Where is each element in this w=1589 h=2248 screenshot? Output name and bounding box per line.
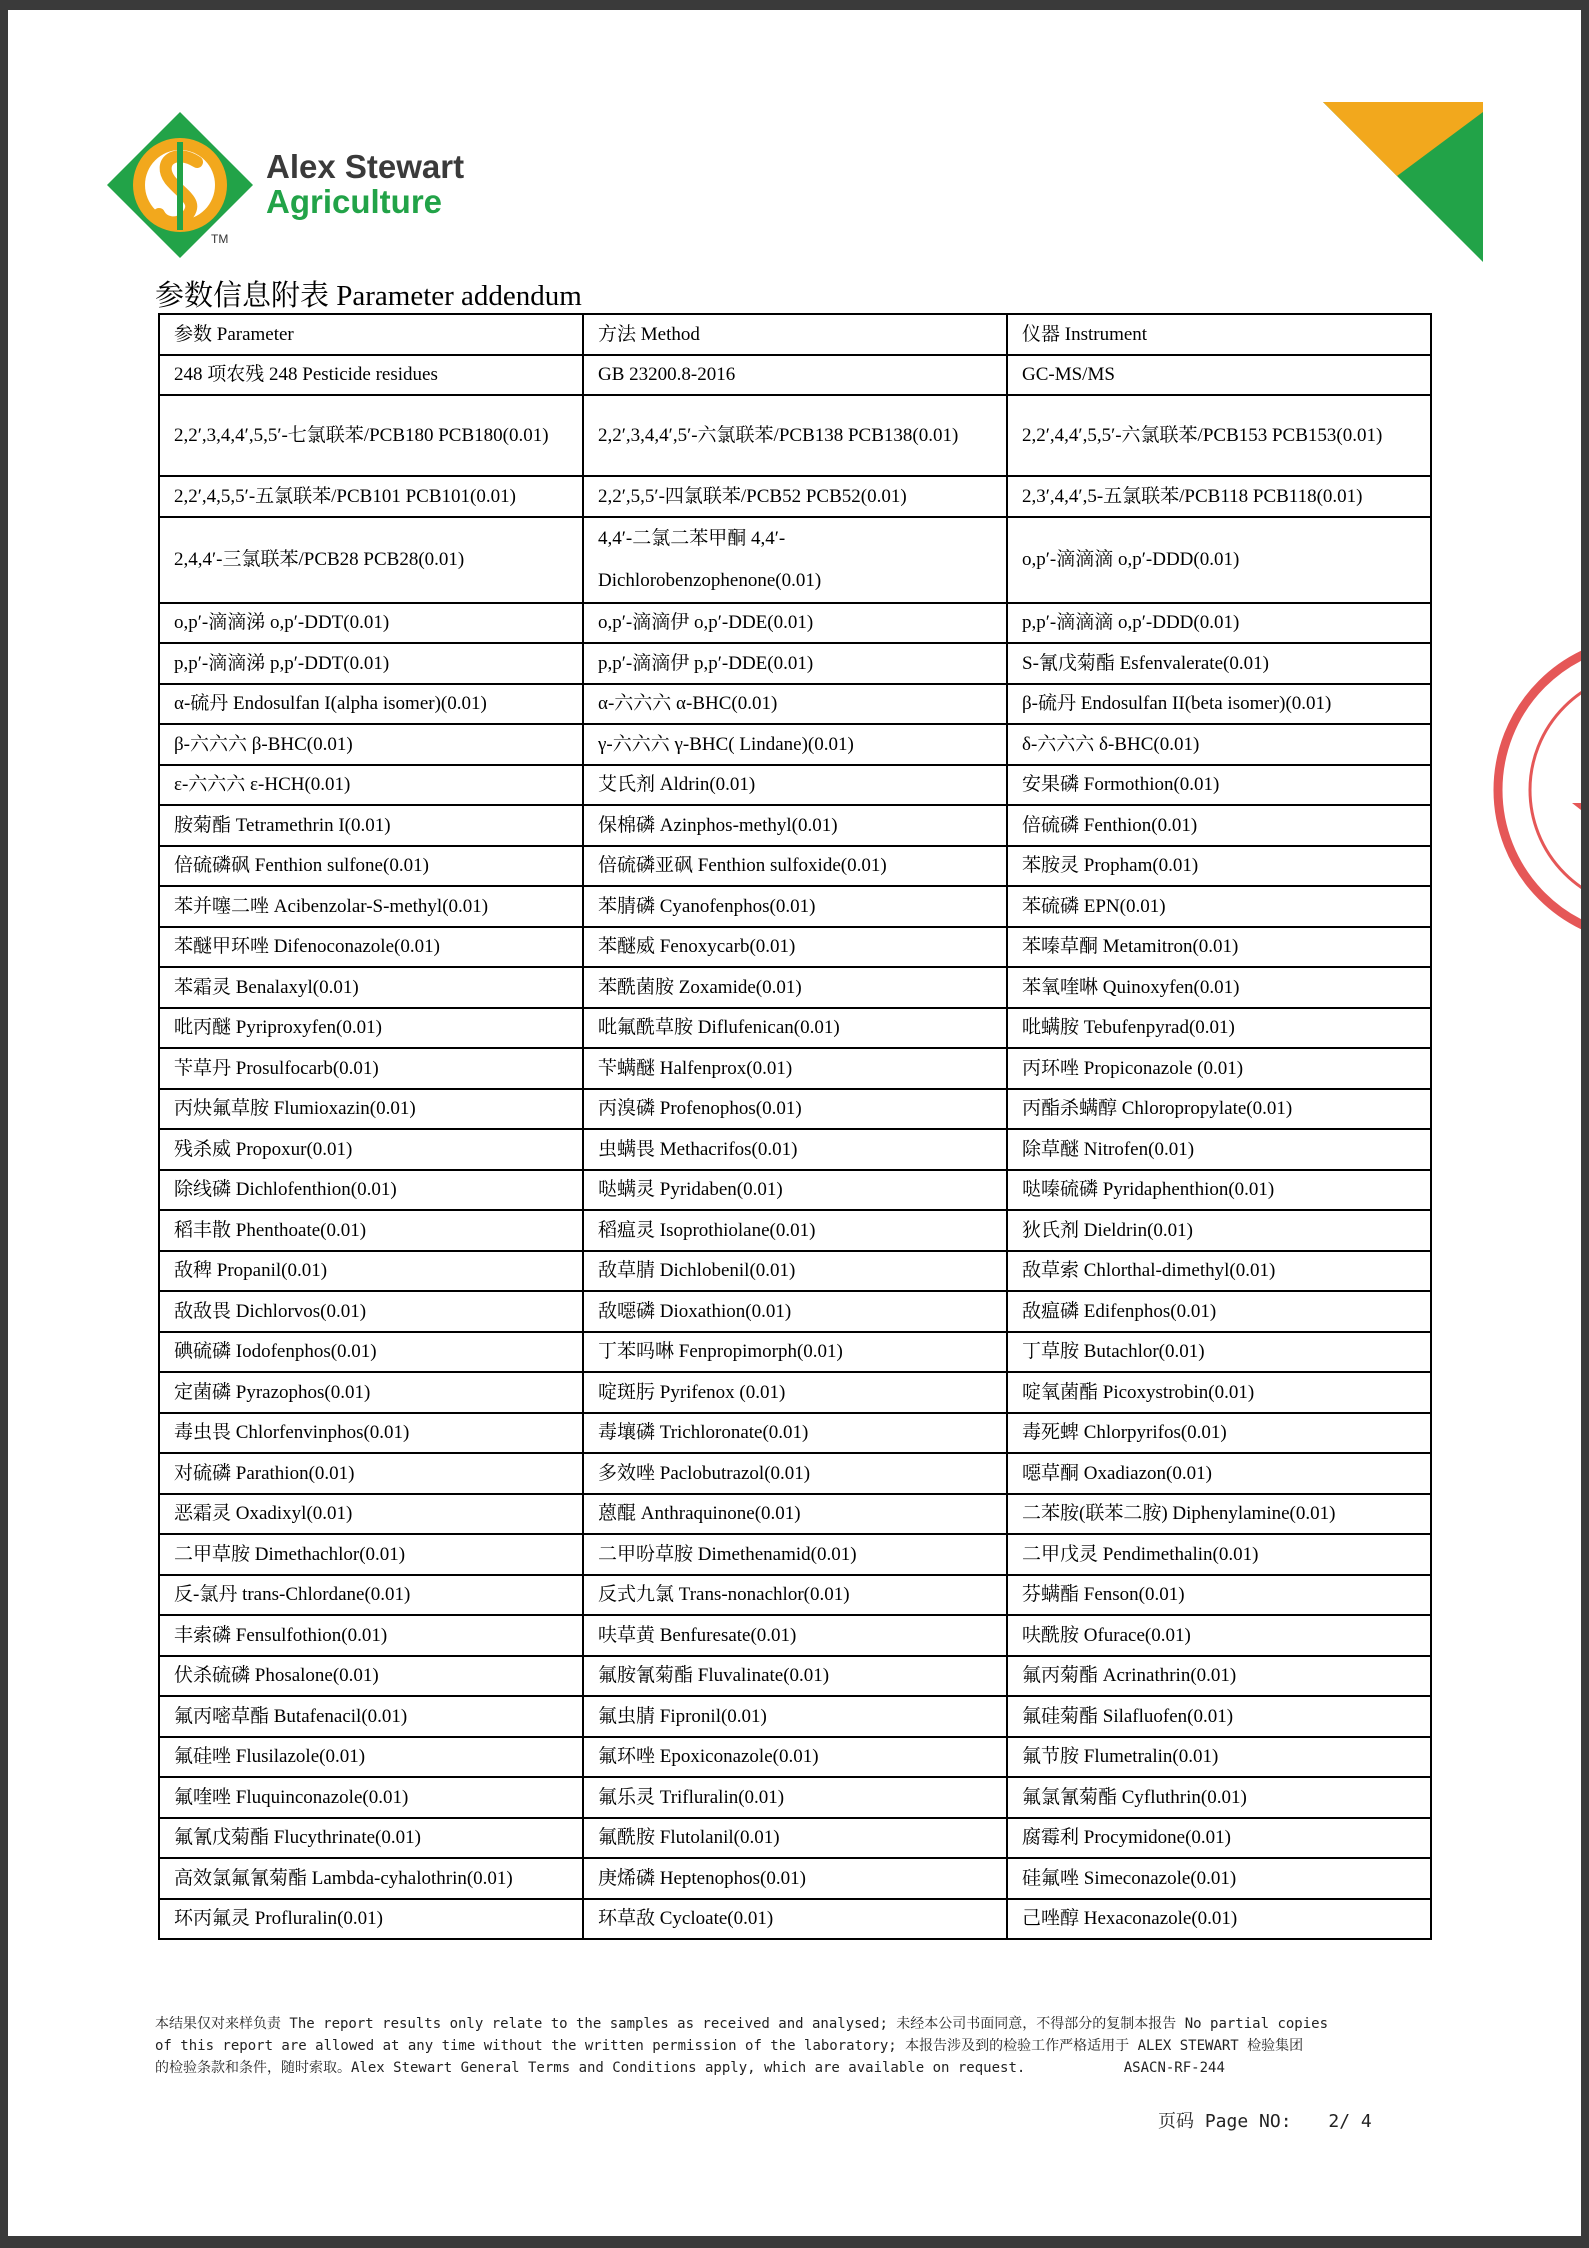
table-row bbox=[159, 1737, 1431, 1778]
alex-stewart-logo-icon bbox=[105, 110, 255, 260]
table-cell: 敌稗 Propanil(0.01) bbox=[159, 1251, 583, 1292]
brand-line-2: Agriculture bbox=[266, 182, 443, 220]
table-cell: 毒壤磷 Trichloronate(0.01) bbox=[583, 1413, 1007, 1454]
header-method: 方法 Method bbox=[583, 314, 1007, 355]
table-cell: 氟氰戊菊酯 Flucythrinate(0.01) bbox=[159, 1818, 583, 1859]
table-row bbox=[159, 1332, 1431, 1373]
table-cell: p,p′-滴滴涕 p,p′-DDT(0.01) bbox=[159, 643, 583, 684]
table-cell: 苯并噻二唑 Acibenzolar-S-methyl(0.01) bbox=[159, 886, 583, 927]
table-cell: 稻瘟灵 Isoprothiolane(0.01) bbox=[583, 1210, 1007, 1251]
table-row bbox=[159, 1575, 1431, 1616]
table-row bbox=[159, 1615, 1431, 1656]
table-cell: 2,3′,4,4′,5-五氯联苯/PCB118 PCB118(0.01) bbox=[1007, 476, 1431, 517]
table-cell: 碘硫磷 Iodofenphos(0.01) bbox=[159, 1332, 583, 1373]
footer-line-2: of this report are allowed at any time without the written permission of the laboratory; 本报告涉及到的检验工作严格适用于 ALEX STEWART 检验集团 bbox=[155, 2038, 1304, 2054]
table-cell: 2,2′,5,5′-四氯联苯/PCB52 PCB52(0.01) bbox=[583, 476, 1007, 517]
table-cell: 吡氟酰草胺 Diflufenican(0.01) bbox=[583, 1008, 1007, 1049]
table-cell: 定菌磷 Pyrazophos(0.01) bbox=[159, 1372, 583, 1413]
form-code: ASACN-RF-244 bbox=[1123, 2060, 1225, 2076]
table-cell: 哒螨灵 Pyridaben(0.01) bbox=[583, 1170, 1007, 1211]
table-cell: 2,2′,4,4′,5,5′-六氯联苯/PCB153 PCB153(0.01) bbox=[1007, 395, 1431, 476]
footer-disclaimer bbox=[155, 2013, 1395, 2079]
table-row bbox=[159, 967, 1431, 1008]
table-cell: 丙炔氟草胺 Flumioxazin(0.01) bbox=[159, 1089, 583, 1130]
parameter-table bbox=[158, 313, 1432, 1940]
table-row bbox=[159, 724, 1431, 765]
table-cell: 啶氧菌酯 Picoxystrobin(0.01) bbox=[1007, 1372, 1431, 1413]
table-row bbox=[159, 476, 1431, 517]
table-row bbox=[159, 846, 1431, 887]
table-cell: 艾氏剂 Aldrin(0.01) bbox=[583, 765, 1007, 806]
table-row bbox=[159, 1170, 1431, 1211]
table-cell: 丁草胺 Butachlor(0.01) bbox=[1007, 1332, 1431, 1373]
table-row bbox=[159, 1899, 1431, 1940]
table-cell: 苯醚威 Fenoxycarb(0.01) bbox=[583, 927, 1007, 968]
table-row bbox=[159, 765, 1431, 806]
table-cell: o,p′-滴滴滴 o,p′-DDD(0.01) bbox=[1007, 517, 1431, 603]
table-cell: 2,2′,3,4,4′,5′-六氯联苯/PCB138 PCB138(0.01) bbox=[583, 395, 1007, 476]
table-cell: 吡螨胺 Tebufenpyrad(0.01) bbox=[1007, 1008, 1431, 1049]
table-cell: 啶斑肟 Pyrifenox (0.01) bbox=[583, 1372, 1007, 1413]
table-cell: 2,2′,4,5,5′-五氯联苯/PCB101 PCB101(0.01) bbox=[159, 476, 583, 517]
table-cell: 反-氯丹 trans-Chlordane(0.01) bbox=[159, 1575, 583, 1616]
table-cell: 二甲戊灵 Pendimethalin(0.01) bbox=[1007, 1534, 1431, 1575]
table-cell: 敌瘟磷 Edifenphos(0.01) bbox=[1007, 1291, 1431, 1332]
table-row bbox=[159, 643, 1431, 684]
table-row bbox=[159, 1372, 1431, 1413]
table-cell: 噁草酮 Oxadiazon(0.01) bbox=[1007, 1453, 1431, 1494]
table-cell: 苯氧喹啉 Quinoxyfen(0.01) bbox=[1007, 967, 1431, 1008]
table-row bbox=[159, 927, 1431, 968]
table-cell: δ-六六六 δ-BHC(0.01) bbox=[1007, 724, 1431, 765]
table-cell: 吡丙醚 Pyriproxyfen(0.01) bbox=[159, 1008, 583, 1049]
brand-line-1: Alex Stewart bbox=[266, 148, 465, 185]
table-cell: 丙环唑 Propiconazole (0.01) bbox=[1007, 1048, 1431, 1089]
table-header-row bbox=[159, 314, 1431, 355]
table-cell: 二甲吩草胺 Dimethenamid(0.01) bbox=[583, 1534, 1007, 1575]
page-number bbox=[1158, 2107, 1372, 2133]
table-cell: 敌草索 Chlorthal-dimethyl(0.01) bbox=[1007, 1251, 1431, 1292]
table-cell: 氟硅唑 Flusilazole(0.01) bbox=[159, 1737, 583, 1778]
table-row bbox=[159, 1818, 1431, 1859]
table-row bbox=[159, 1696, 1431, 1737]
table-row bbox=[159, 1413, 1431, 1454]
table-cell: 氟氯氰菊酯 Cyfluthrin(0.01) bbox=[1007, 1777, 1431, 1818]
header-instrument: 仪器 Instrument bbox=[1007, 314, 1431, 355]
table-cell: 敌草腈 Dichlobenil(0.01) bbox=[583, 1251, 1007, 1292]
table-row bbox=[159, 805, 1431, 846]
table-cell: p,p′-滴滴滴 o,p′-DDD(0.01) bbox=[1007, 603, 1431, 644]
table-cell: 苯霜灵 Benalaxyl(0.01) bbox=[159, 967, 583, 1008]
table-cell: 2,4,4′-三氯联苯/PCB28 PCB28(0.01) bbox=[159, 517, 583, 603]
table-cell: 敌噁磷 Dioxathion(0.01) bbox=[583, 1291, 1007, 1332]
table-row bbox=[159, 517, 1431, 603]
table-row bbox=[159, 1453, 1431, 1494]
table-cell: 环草敌 Cycloate(0.01) bbox=[583, 1899, 1007, 1940]
table-cell: 芬螨酯 Fenson(0.01) bbox=[1007, 1575, 1431, 1616]
table-cell: 丙酯杀螨醇 Chloropropylate(0.01) bbox=[1007, 1089, 1431, 1130]
table-cell: 氟硅菊酯 Silafluofen(0.01) bbox=[1007, 1696, 1431, 1737]
table-cell: 敌敌畏 Dichlorvos(0.01) bbox=[159, 1291, 583, 1332]
table-cell: GC-MS/MS bbox=[1007, 355, 1431, 396]
table-cell: α-六六六 α-BHC(0.01) bbox=[583, 684, 1007, 725]
trademark-mark: TM bbox=[211, 232, 229, 246]
table-row bbox=[159, 1210, 1431, 1251]
table-cell: 二苯胺(联苯二胺) Diphenylamine(0.01) bbox=[1007, 1494, 1431, 1535]
table-cell: 氟虫腈 Fipronil(0.01) bbox=[583, 1696, 1007, 1737]
table-cell: 苯醚甲环唑 Difenoconazole(0.01) bbox=[159, 927, 583, 968]
table-cell: 丰索磷 Fensulfothion(0.01) bbox=[159, 1615, 583, 1656]
table-cell: 毒虫畏 Chlorfenvinphos(0.01) bbox=[159, 1413, 583, 1454]
table-cell: 保棉磷 Azinphos-methyl(0.01) bbox=[583, 805, 1007, 846]
table-cell: 恶霜灵 Oxadixyl(0.01) bbox=[159, 1494, 583, 1535]
table-cell: 硅氟唑 Simeconazole(0.01) bbox=[1007, 1858, 1431, 1899]
table-cell: 庚烯磷 Heptenophos(0.01) bbox=[583, 1858, 1007, 1899]
table-cell: 氟丙嘧草酯 Butafenacil(0.01) bbox=[159, 1696, 583, 1737]
report-page bbox=[8, 10, 1581, 2236]
table-cell: o,p′-滴滴涕 o,p′-DDT(0.01) bbox=[159, 603, 583, 644]
table-cell: 氟节胺 Flumetralin(0.01) bbox=[1007, 1737, 1431, 1778]
table-cell: 毒死蜱 Chlorpyrifos(0.01) bbox=[1007, 1413, 1431, 1454]
table-cell: α-硫丹 Endosulfan I(alpha isomer)(0.01) bbox=[159, 684, 583, 725]
table-cell: S-氰戊菊酯 Esfenvalerate(0.01) bbox=[1007, 643, 1431, 684]
table-row bbox=[159, 1777, 1431, 1818]
table-cell: 残杀威 Propoxur(0.01) bbox=[159, 1129, 583, 1170]
table-row bbox=[159, 1858, 1431, 1899]
table-cell: 丙溴磷 Profenophos(0.01) bbox=[583, 1089, 1007, 1130]
table-cell: 氟酰胺 Flutolanil(0.01) bbox=[583, 1818, 1007, 1859]
table-cell: 氟环唑 Epoxiconazole(0.01) bbox=[583, 1737, 1007, 1778]
table-cell: GB 23200.8-2016 bbox=[583, 355, 1007, 396]
table-row bbox=[159, 1089, 1431, 1130]
table-cell: 氟胺氰菊酯 Fluvalinate(0.01) bbox=[583, 1656, 1007, 1697]
page-title: 参数信息附表 Parameter addendum bbox=[155, 280, 582, 312]
table-row bbox=[159, 395, 1431, 476]
brand-name bbox=[266, 150, 464, 219]
table-row bbox=[159, 1291, 1431, 1332]
table-cell: p,p′-滴滴伊 p,p′-DDE(0.01) bbox=[583, 643, 1007, 684]
table-cell: 虫螨畏 Methacrifos(0.01) bbox=[583, 1129, 1007, 1170]
table-cell: 呋酰胺 Ofurace(0.01) bbox=[1007, 1615, 1431, 1656]
table-cell: 苯硫磷 EPN(0.01) bbox=[1007, 886, 1431, 927]
table-cell: 腐霉利 Procymidone(0.01) bbox=[1007, 1818, 1431, 1859]
page-number-label: 页码 Page NO: bbox=[1158, 2111, 1292, 2132]
table-cell: 哒嗪硫磷 Pyridaphenthion(0.01) bbox=[1007, 1170, 1431, 1211]
table-row bbox=[159, 1048, 1431, 1089]
table-row bbox=[159, 355, 1431, 396]
table-cell: 氟乐灵 Trifluralin(0.01) bbox=[583, 1777, 1007, 1818]
table-cell: 对硫磷 Parathion(0.01) bbox=[159, 1453, 583, 1494]
table-cell: o,p′-滴滴伊 o,p′-DDE(0.01) bbox=[583, 603, 1007, 644]
table-cell: 苯胺灵 Propham(0.01) bbox=[1007, 846, 1431, 887]
table-row bbox=[159, 886, 1431, 927]
table-row bbox=[159, 603, 1431, 644]
table-row bbox=[159, 1534, 1431, 1575]
table-cell: 呋草黄 Benfuresate(0.01) bbox=[583, 1615, 1007, 1656]
table-cell: 蒽醌 Anthraquinone(0.01) bbox=[583, 1494, 1007, 1535]
table-cell: 反式九氯 Trans-nonachlor(0.01) bbox=[583, 1575, 1007, 1616]
table-cell: 2,2′,3,4,4′,5,5′-七氯联苯/PCB180 PCB180(0.01) bbox=[159, 395, 583, 476]
table-cell: 248 项农残 248 Pesticide residues bbox=[159, 355, 583, 396]
table-cell: 高效氯氟氰菊酯 Lambda-cyhalothrin(0.01) bbox=[159, 1858, 583, 1899]
table-row bbox=[159, 1251, 1431, 1292]
table-cell: 苄螨醚 Halfenprox(0.01) bbox=[583, 1048, 1007, 1089]
table-cell: 除线磷 Dichlofenthion(0.01) bbox=[159, 1170, 583, 1211]
table-row bbox=[159, 1008, 1431, 1049]
table-cell: 丁苯吗啉 Fenpropimorph(0.01) bbox=[583, 1332, 1007, 1373]
table-row bbox=[159, 684, 1431, 725]
table-row bbox=[159, 1129, 1431, 1170]
table-cell: 胺菊酯 Tetramethrin I(0.01) bbox=[159, 805, 583, 846]
table-cell: 苯腈磷 Cyanofenphos(0.01) bbox=[583, 886, 1007, 927]
table-cell: 倍硫磷 Fenthion(0.01) bbox=[1007, 805, 1431, 846]
table-cell: 狄氏剂 Dieldrin(0.01) bbox=[1007, 1210, 1431, 1251]
table-cell: γ-六六六 γ-BHC( Lindane)(0.01) bbox=[583, 724, 1007, 765]
footer-line-1: 本结果仅对来样负责 The report results only relate to the samples as received and analysed; 未经本公司书面同意，不得部分的复制本报告 No partial copies bbox=[155, 2016, 1329, 2032]
table-cell: 氟喹唑 Fluquinconazole(0.01) bbox=[159, 1777, 583, 1818]
footer-line-3-text: 的检验条款和条件，随时索取。Alex Stewart General Terms and Conditions apply, which are available on request. bbox=[155, 2060, 1026, 2076]
table-row bbox=[159, 1656, 1431, 1697]
corner-decoration-icon bbox=[1323, 102, 1483, 262]
table-cell: 苯酰菌胺 Zoxamide(0.01) bbox=[583, 967, 1007, 1008]
table-cell: β-硫丹 Endosulfan II(beta isomer)(0.01) bbox=[1007, 684, 1431, 725]
table-cell: ε-六六六 ε-HCH(0.01) bbox=[159, 765, 583, 806]
table-row bbox=[159, 1494, 1431, 1535]
table-cell: 伏杀硫磷 Phosalone(0.01) bbox=[159, 1656, 583, 1697]
table-cell: 4,4′-二氯二苯甲酮 4,4′-Dichlorobenzophenone(0.01) bbox=[583, 517, 1007, 603]
table-cell: 苯嗪草酮 Metamitron(0.01) bbox=[1007, 927, 1431, 968]
table-cell: β-六六六 β-BHC(0.01) bbox=[159, 724, 583, 765]
table-cell: 倍硫磷亚砜 Fenthion sulfoxide(0.01) bbox=[583, 846, 1007, 887]
table-cell: 稻丰散 Phenthoate(0.01) bbox=[159, 1210, 583, 1251]
page-number-value: 2/ 4 bbox=[1328, 2111, 1372, 2132]
table-cell: 环丙氟灵 Profluralin(0.01) bbox=[159, 1899, 583, 1940]
table-cell: 安果磷 Formothion(0.01) bbox=[1007, 765, 1431, 806]
table-cell: 己唑醇 Hexaconazole(0.01) bbox=[1007, 1899, 1431, 1940]
table-cell: 多效唑 Paclobutrazol(0.01) bbox=[583, 1453, 1007, 1494]
table-cell: 倍硫磷砜 Fenthion sulfone(0.01) bbox=[159, 846, 583, 887]
table-cell: 二甲草胺 Dimethachlor(0.01) bbox=[159, 1534, 583, 1575]
company-seal-icon bbox=[1488, 625, 1581, 955]
footer-line-3 bbox=[155, 2057, 1395, 2079]
table-cell: 苄草丹 Prosulfocarb(0.01) bbox=[159, 1048, 583, 1089]
header-parameter: 参数 Parameter bbox=[159, 314, 583, 355]
table-cell: 氟丙菊酯 Acrinathrin(0.01) bbox=[1007, 1656, 1431, 1697]
table-cell: 除草醚 Nitrofen(0.01) bbox=[1007, 1129, 1431, 1170]
